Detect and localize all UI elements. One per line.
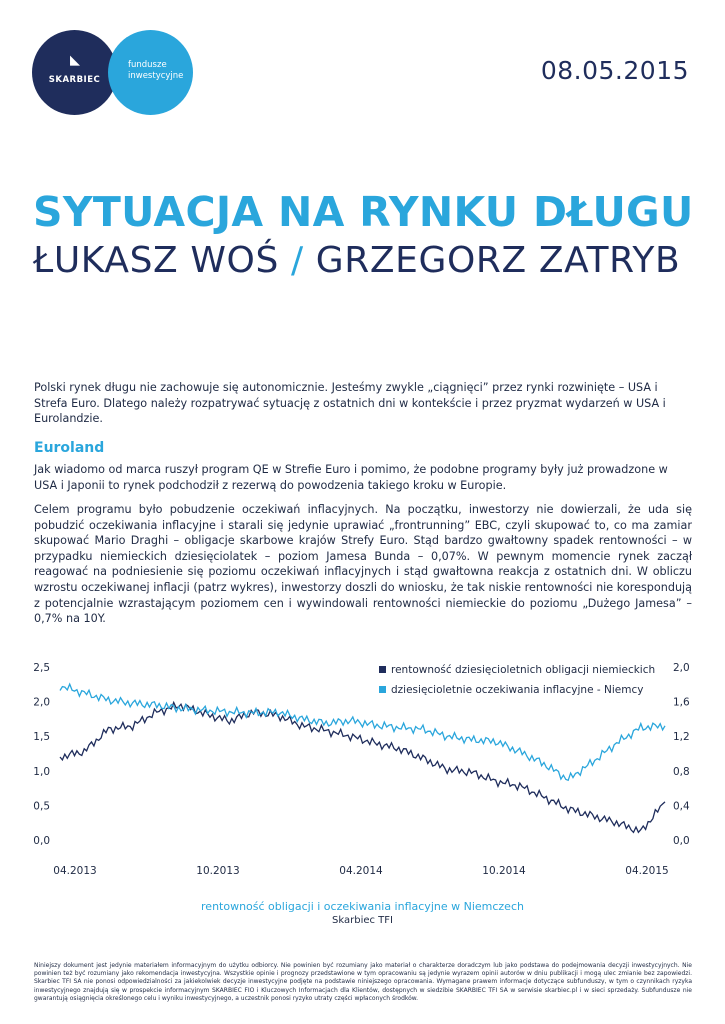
yield-inflation-chart xyxy=(0,650,725,895)
legend-label: rentowność dziesięcioletnich obligacji niemieckich xyxy=(391,664,656,676)
x-axis-tick-label: 04.2015 xyxy=(625,865,669,877)
author-1: ŁUKASZ WOŚ xyxy=(33,240,279,281)
chart-source: Skarbiec TFI xyxy=(332,915,393,926)
document-title: SYTUACJA NA RYNKU DŁUGU xyxy=(33,188,694,236)
series-line-1 xyxy=(60,703,665,833)
brand-name: SKARBIEC xyxy=(48,75,101,85)
x-axis-tick-label: 04.2014 xyxy=(339,865,383,877)
author-separator: / xyxy=(290,240,304,281)
right-axis-tick-label: 0,8 xyxy=(673,765,690,778)
series-line-2 xyxy=(60,684,665,780)
chart-caption: rentowność obligacji i oczekiwania inflacyjne w Niemczech xyxy=(201,900,524,913)
left-axis-tick-label: 1,0 xyxy=(33,765,50,778)
section-heading: Euroland xyxy=(34,440,105,456)
right-axis-tick-label: 1,6 xyxy=(673,696,690,709)
left-axis-tick-label: 2,5 xyxy=(33,662,50,674)
x-axis-tick-label: 10.2013 xyxy=(196,865,240,877)
legend-swatch xyxy=(379,686,386,693)
left-axis-tick-label: 0,5 xyxy=(33,800,50,813)
x-axis-tick-label: 04.2013 xyxy=(53,865,97,877)
left-axis-tick-label: 0,0 xyxy=(33,835,50,847)
disclaimer: Niniejszy dokument jest jedynie materiałem informacyjnym do użytku odbiorcy. Nie powinien być rozumiany jako materiał o charakterze doradczym lub jako podstawa do podejmowania decyzji inwestycyjnych. Nie powinien też być rozumiany jako rekomendacja inwestycyjna. Wszystkie opinie i prognozy przedstawione w tym opracowaniu są jedynie wyrazem opinii autorów w dniu publikacji i mogą ulec zmianie bez zapowiedzi. Skarbiec TFI SA nie ponosi odpowiedzialności za jakiekolwiek decyzje inwestycyjne podjęte na podstawie niniejszego opracowania. Wymagane prawem informacje dotyczące subfunduszy, w tym o czynnikach ryzyka inwestycyjnego znajdują się w prospekcie informacyjnym SKARBIEC FIO i Kluczowych Informacjach dla Klientów, dostępnych w siedzibie SKARBIEC TFI SA w serwisie skarbiec.pl i w sieci sprzedaży. Subfundusze nie gwarantują osiągnięcia określonego celu i wyniku inwestycyjnego, a uczestnik ponosi ryzyko utraty części wpłaconych środków. xyxy=(34,962,692,1002)
authors xyxy=(33,240,680,281)
author-2: GRZEGORZ ZATRYB xyxy=(315,240,681,281)
legend-label: dziesięcioletnie oczekiwania inflacyjne - Niemcy xyxy=(391,684,644,696)
right-axis-tick-label: 0,4 xyxy=(673,800,690,813)
legend-swatch xyxy=(379,666,386,673)
right-axis-tick-label: 1,2 xyxy=(673,731,690,744)
x-axis-tick-label: 10.2014 xyxy=(482,865,526,877)
right-axis-tick-label: 0,0 xyxy=(673,835,690,847)
intro-paragraph: Polski rynek długu nie zachowuje się autonomicznie. Jesteśmy zwykle „ciągnięci” przez rynki rozwinięte – USA i Strefa Euro. Dlatego należy rozpatrywać sytuację z ostatnich dni w kontekście i przez pryzmat wydarzeń w USA i Eurolandzie. xyxy=(34,381,666,426)
left-axis-tick-label: 2,0 xyxy=(33,696,50,709)
brand-sub-badge xyxy=(108,30,193,115)
brand-sub: fundusze inwestycyjne xyxy=(128,60,184,81)
right-axis-tick-label: 2,0 xyxy=(673,662,690,674)
skarbiec-mark-icon: ◣ xyxy=(70,53,80,68)
document-date: 08.05.2015 xyxy=(540,56,689,85)
skarbiec-logo xyxy=(32,30,117,115)
paragraph-1: Jak wiadomo od marca ruszył program QE w Strefie Euro i pomimo, że podobne programy były już prowadzone w USA i Japonii to rynek podchodził z rezerwą do powodzenia takiego kroku w Europie. xyxy=(34,463,668,492)
left-axis-tick-label: 1,5 xyxy=(33,731,50,744)
paragraph-2: Celem programu było pobudzenie oczekiwań inflacyjnych. Na początku, inwestorzy nie dowierzali, że uda się pobudzić oczekiwania inflacyjne i starali się jedynie uprawiać „frontrunning” EBC, czyli skupować to, co ma zamiar skupować Mario Draghi – obligacje skarbowe krajów Strefy Euro. Stąd bardzo gwałtowny spadek rentowności – w przypadku niemieckich dziesięciolatek – poziom Jamesa Bunda – 0,07%. W pewnym momencie rynek zaczął reagować na podniesienie się poziomu oczekiwań inflacyjnych i stąd gwałtowna reakcja z ostatnich dni. W obliczu wzrostu oczekiwanej inflacji (patrz wykres), inwestorzy doszli do wniosku, że tak niskie rentowności nie korespondują z potencjalnie wzrastającym poziomem cen i wywindowali rentowności niemieckie do poziomu „Dużego Jamesa” – 0,7% na 10Y. xyxy=(34,503,692,626)
